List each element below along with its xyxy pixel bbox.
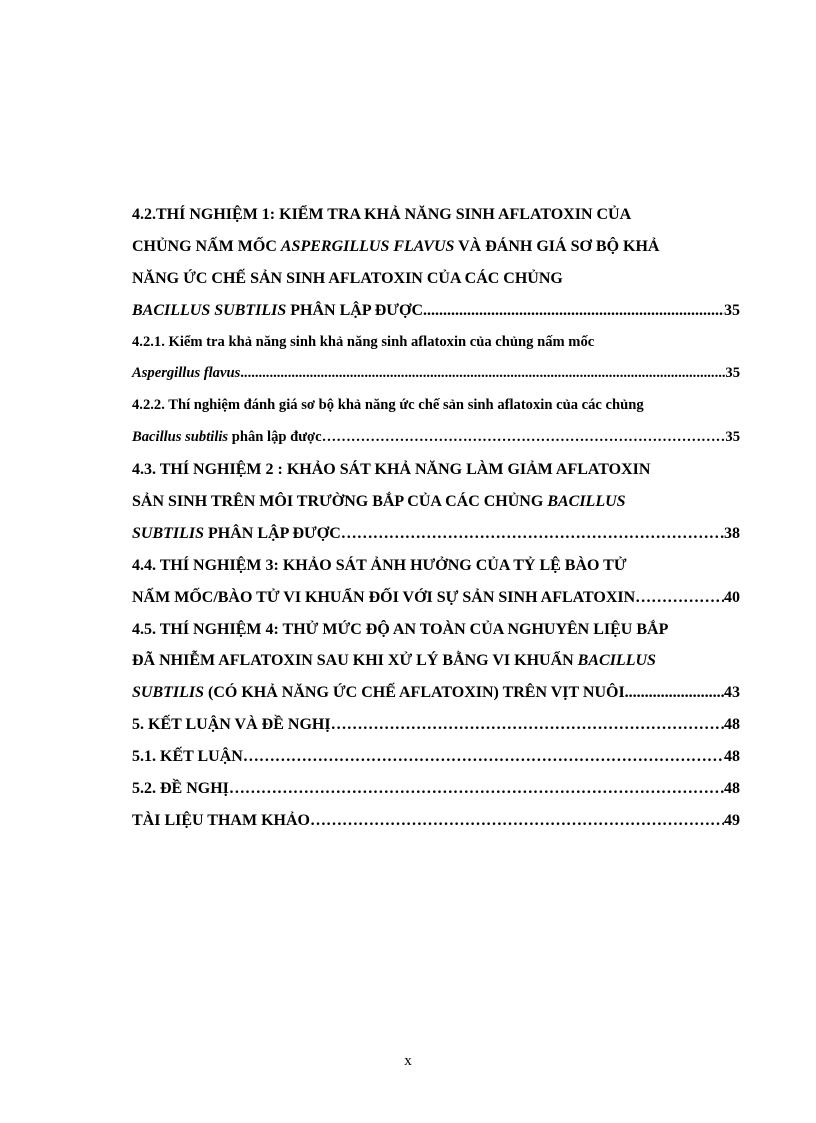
toc-line (132, 677, 740, 709)
toc-text: Bacillus subtilis (132, 429, 229, 446)
toc-text: ĐÃ NHIỄM AFLATOXIN SAU KHI XỬ LÝ BẰNG VI KHUẨN (132, 652, 578, 670)
toc-line (132, 486, 740, 518)
toc-text: PHÂN LẬP ĐƯỢC (286, 301, 423, 319)
toc-line (132, 518, 740, 550)
toc-text: (CÓ KHẢ NĂNG ỨC CHẾ AFLATOXIN) TRÊN VỊT NUÔI (204, 684, 625, 702)
toc-text: ASPERGILLUS FLAVUS (280, 237, 455, 255)
toc-line (132, 199, 740, 231)
toc-leader (240, 358, 725, 390)
toc-page-number: 38 (724, 524, 740, 542)
toc-line (132, 645, 740, 677)
toc-page-number: 48 (724, 748, 740, 766)
toc-line (132, 422, 740, 454)
toc-page-number: 48 (724, 780, 740, 798)
table-of-contents (132, 199, 740, 837)
toc-text: BACILLUS (547, 493, 626, 511)
toc-page-number: 35 (725, 429, 740, 446)
toc-text: TÀI LIỆU THAM KHẢO (132, 811, 310, 829)
toc-text: NĂNG ỨC CHẾ SẢN SINH AFLATOXIN CỦA CÁC CHỦNG (132, 269, 563, 287)
toc-line (132, 327, 740, 359)
toc-leader (243, 741, 724, 773)
toc-text: 5.1. KẾT LUẬN (132, 748, 243, 766)
toc-page-number: 49 (724, 811, 740, 829)
toc-text: 4.3. THÍ NGHIỆM 2 : KHẢO SÁT KHẢ NĂNG LÀM GIẢM AFLATOXIN (132, 461, 651, 479)
toc-line (132, 805, 740, 837)
toc-text: NẤM MỐC/BÀO TỬ VI KHUẨN ĐỐI VỚI SỰ SẢN SINH AFLATOXIN (132, 588, 636, 606)
toc-page-number: 48 (724, 716, 740, 734)
toc-line (132, 773, 740, 805)
toc-text: BACILLUS (577, 652, 656, 670)
toc-text: SUBTILIS (132, 524, 205, 542)
toc-text: 4.2.1. Kiểm tra khả năng sinh khả năng sinh aflatoxin của chủng nấm mốc (132, 333, 595, 350)
toc-page-number: 40 (724, 588, 740, 606)
toc-text: PHÂN LẬP ĐƯỢC (204, 524, 341, 542)
toc-text: 5. KẾT LUẬN VÀ ĐỀ NGHỊ (132, 716, 331, 734)
toc-text: VÀ ĐÁNH GIÁ SƠ BỘ KHẢ (454, 237, 660, 255)
toc-text: phân lập được (228, 429, 322, 446)
toc-line (132, 231, 740, 263)
page-number: x (404, 1053, 412, 1069)
toc-page-number: 35 (724, 301, 740, 319)
toc-line (132, 582, 740, 614)
toc-leader (229, 773, 724, 805)
toc-page-number: 43 (724, 684, 740, 702)
toc-line (132, 454, 740, 486)
toc-text: 4.5. THÍ NGHIỆM 4: THỬ MỨC ĐỘ AN TOÀN CỦA NGHUYÊN LIỆU BẮP (132, 620, 669, 638)
toc-page-number: 35 (725, 365, 740, 382)
toc-leader (310, 805, 724, 837)
toc-line (132, 390, 740, 422)
toc-text: BACILLUS SUBTILIS (132, 301, 287, 319)
toc-leader (625, 677, 724, 709)
toc-leader (331, 709, 724, 741)
toc-text: Aspergillus flavus (132, 365, 241, 382)
toc-line (132, 614, 740, 646)
toc-line (132, 741, 740, 773)
toc-text: 5.2. ĐỀ NGHỊ (132, 780, 229, 798)
toc-text: 4.2.2. Thí nghiệm đánh giá sơ bộ khả năng ức chế sản sinh aflatoxin của các chủng (132, 397, 644, 414)
toc-line (132, 295, 740, 327)
toc-line (132, 550, 740, 582)
toc-leader (341, 518, 724, 550)
toc-text: 4.4. THÍ NGHIỆM 3: KHẢO SÁT ẢNH HƯỞNG CỦA TỶ LỆ BÀO TỬ (132, 556, 627, 574)
toc-text: SUBTILIS (132, 684, 205, 702)
toc-leader (322, 422, 726, 454)
toc-text: SẢN SINH TRÊN MÔI TRƯỜNG BẮP CỦA CÁC CHỦNG (132, 493, 548, 511)
toc-line (132, 263, 740, 295)
toc-line (132, 358, 740, 390)
toc-text: 4.2.THÍ NGHIỆM 1: KIỂM TRA KHẢ NĂNG SINH AFLATOXIN CỦA (132, 206, 632, 223)
toc-leader (423, 295, 724, 327)
toc-text: CHỦNG NẤM MỐC (132, 237, 281, 255)
toc-line (132, 709, 740, 741)
toc-leader (635, 582, 724, 614)
